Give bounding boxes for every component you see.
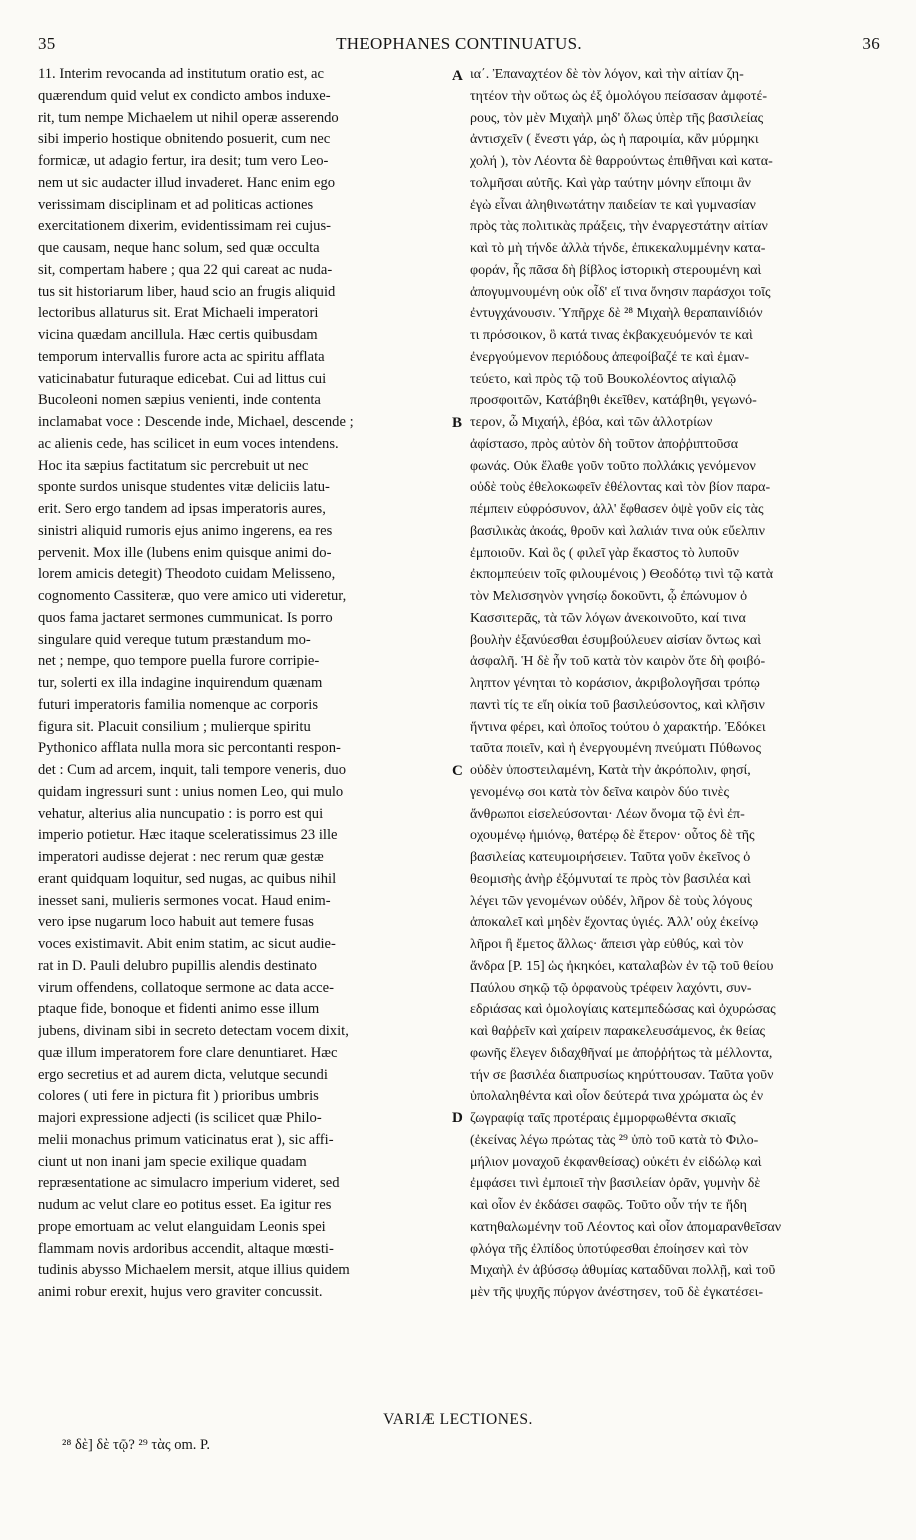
latin-text-line: inclamabat voce : Descende inde, Michael, descende ;: [38, 414, 354, 430]
variae-lectiones-heading: VARIÆ LECTIONES.: [383, 1411, 533, 1428]
greek-text-line: (ἐκείνας λέγω πρώτας τὰς ²⁹ ὑπὸ τοῦ κατὰ τὸ Φιλο-: [470, 1132, 759, 1148]
latin-text-line: sinistri aliquid rumoris ejus animo ingerens, ea res: [38, 522, 333, 539]
greek-text-line: Παύλου σηκῷ τῷ ὀρφανοὺς τρέφειν λαχόντι, συν-: [470, 980, 752, 996]
greek-text-line: προσφοιτῶν, Κατάβηθι ἐκεῖθεν, κατάβηθι, γεγωνό-: [470, 393, 757, 409]
greek-text-line: βασιλικὰς ἀκοάς, θροῦν καὶ λαλιάν τινα οὐκ εὔελπιν: [470, 523, 765, 539]
greek-text-line: ζωγραφίᾳ ταῖς προτέραις ἐμμορφωθέντα σκιαῖς: [470, 1111, 736, 1126]
greek-text-line: Μιχαὴλ ἐν ἀβύσσῳ ἀθυμίας καταδῦναι πολλῇ, καὶ τοῦ: [470, 1263, 776, 1279]
greek-text-line: γενομένῳ σοι κατὰ τὸν δεῖνα καιρὸν δύο τινὲς: [470, 784, 730, 800]
latin-text-line: verissimam disciplinam et ad politicas actiones: [38, 196, 314, 213]
greek-text-line: ταῦτα ποιεῖν, καὶ ἡ ἐνεργουμένη πνεύματι Πύθωνος: [470, 741, 762, 757]
latin-text-line: ac alienis cede, has scilicet in eum voces intendens.: [38, 435, 339, 452]
greek-text-line: λέγει τῶν γενομένων οὐδέν, λῆρον δὲ τοὺς λόγους: [470, 893, 753, 909]
margin-mark-d: D: [452, 1110, 463, 1126]
greek-text-line: λῆροι ἢ ἔμετος ἄλλως· ἄπεισι γὰρ εὐθύς, καὶ τὸν: [470, 937, 744, 952]
greek-text-line: ἐκπομπεύειν τοῖς φιλουμένοις ) Θεοδότῳ τινὶ τῷ κατὰ: [470, 567, 774, 583]
greek-text-line: εδριάσας καὶ ὁμολογίαις κατεμπεδώσας καὶ ὀχυρώσας: [470, 1002, 776, 1018]
latin-text-line: colores ( uti fere in pictura fit ) prioribus umbris: [38, 1088, 319, 1105]
latin-text-line: singulare quid vereque tutum præstandum mo-: [38, 631, 311, 648]
page-number-left: 35: [38, 34, 56, 53]
latin-text-line: erant quidquam loquitur, sed nugas, ac quibus nihil: [38, 870, 337, 887]
latin-text-line: repræsentatione ac simulacro imperium videret, sed: [38, 1175, 340, 1192]
latin-text-line: tus sit historiarum liber, haud scio an frugis aliquid: [38, 283, 336, 300]
greek-text-line: ἀποκαλεῖ καὶ μηδὲν ἔχοντας ὑγιές. Ἀλλ' οὐχ ἐκείνῳ: [470, 915, 759, 931]
greek-text-line: θεομισὴς ἀνὴρ ἐξόμνυταί τε πρὸς τὸν βασιλέα καὶ: [470, 871, 751, 887]
running-title: THEOPHANES CONTINUATUS.: [336, 34, 582, 53]
latin-text-line: majori expressione adjecti (is scilicet quæ Philo-: [38, 1110, 322, 1126]
greek-text-line: ὑπολαληθέντα καὶ οἷον δεύτερά τινα χρώματα ὡς ἐν: [470, 1089, 764, 1105]
latin-text-line: voces existimavit. Abit enim statim, ac sicut audie-: [38, 936, 336, 952]
greek-text-line: φωνάς. Οὐκ ἔλαθε γοῦν τοῦτο πολλάκις γενόμενον: [470, 458, 756, 474]
latin-text-line: animi robur erexit, hujus vero graviter concussit.: [38, 1284, 323, 1300]
latin-text-line: vehatur, alterius alia nuncupatio : is porro est qui: [38, 805, 324, 822]
latin-text-line: vero ipse nugarum loco habuit aut temere fusas: [38, 914, 314, 931]
latin-text-line: temporum intervallis furore acta ac spiritu afflata: [38, 348, 325, 365]
greek-text-line: βασιλείας κατευμοιρήσειεν. Ταῦτα γοῦν ἐκεῖνος ὁ: [470, 850, 751, 865]
greek-text-line: ἄνθρωποι εἰσελεύσονται· Λέων ὄνομα τῷ ἑνὶ ἐπ-: [470, 806, 745, 822]
page-number-right: 36: [862, 34, 880, 53]
latin-text-line: Hoc ita sæpius factitatum sic percrebuit ut nec: [38, 457, 309, 474]
greek-text-line: ια΄. Ἐπαναχτέον δὲ τὸν λόγον, καὶ τὴν αἰτίαν ζη-: [470, 67, 744, 82]
greek-text-line: τήν σε βασιλέα διαπρυσίως κηρύττουσαν. Ταῦτα γοῦν: [470, 1067, 774, 1083]
latin-text-line: imperatori audisse dejerat : nec rerum quæ gestæ: [38, 849, 324, 865]
latin-text-line: lectoribus allaturus sit. Erat Michaeli imperatori: [38, 305, 319, 322]
latin-text-line: rit, tum nempe Michaelem ut nihil operæ asserendo: [38, 109, 339, 126]
latin-text-line: tur, solerti ex illa indagine inquirendum quænam: [38, 675, 323, 691]
latin-text-line: quidam ingressuri sunt : unius nomen Leo, qui mulo: [38, 783, 344, 800]
greek-text-line: φλόγα τῆς ἐλπίδος ὑποτύφεσθαι ἐποίησεν καὶ τὸν: [470, 1241, 749, 1257]
latin-text-line: quæ illum imperatorem fore clare denuntiaret. Hæc: [38, 1044, 338, 1061]
greek-text-line: παντὶ τίς τε εἴη οἰκία τοῦ βασιλεύσοντος, καὶ κλῆσιν: [470, 697, 765, 713]
latin-text-line: quos fama jactaret sermones cummunicat. Is porro: [38, 609, 333, 626]
greek-text-line: ἐμποιοῦν. Καὶ ὃς ( φιλεῖ γὰρ ἕκαστος τὸ λυποῦν: [470, 545, 739, 561]
greek-text-line: ἐγὼ εἶναι ἀληθινωτάτην παιδείαν τε καὶ γυμνασίαν: [470, 197, 756, 213]
page-header: [38, 34, 880, 60]
greek-text-line: τολμῆσαι αὐτῆς. Καὶ γὰρ ταύτην μόνην εἴποιμι ἂν: [470, 175, 751, 191]
greek-text-line: ἥντινα φέρει, καὶ ὁποῖος τούτου ὁ χαρακτήρ. Ἐδόκει: [470, 719, 766, 735]
greek-text-line: τι πρόσοικον, ὃ κατά τινας ἐκβακχευόμενόν τε καὶ: [470, 328, 753, 343]
greek-text-line: φοράν, ἧς πᾶσα δὴ βίβλος ἱστορικὴ στερουμένη καὶ: [470, 262, 762, 278]
latin-text-line: ergo secretius et ad aurem dicta, velutque secundi: [38, 1066, 328, 1083]
greek-text-line: χολή ), τὸν Λέοντα δὲ θαρρούντως ἐπιθῆναι καὶ κατα-: [470, 154, 773, 169]
latin-text-line: vicina quædam ancillula. Hæc certis quibusdam: [38, 327, 318, 343]
greek-text-line: πέμπειν εὐφρόσυνον, ἀλλ' ἔφθασεν ὀψὲ γοῦν εἰς τὰς: [470, 502, 764, 517]
latin-text-line: inesset sani, mulieris sermones vocat. Haud enim-: [38, 892, 331, 909]
margin-mark-a: A: [452, 68, 463, 84]
latin-text-line: formicæ, ut adagio fertur, ira desit; tum vero Leo-: [38, 153, 329, 169]
greek-text-line: μήλιον μοναχοῦ ἐκφανθείσας) οὐκέτι ἐν εἰδώλῳ καὶ: [470, 1154, 762, 1170]
latin-text-line: net ; nempe, quo tempore puella furore corripie-: [38, 653, 320, 670]
latin-text-line: vaticinabatur futuraque edicebat. Cui ad littus cui: [38, 370, 327, 387]
greek-text-line: ἀπογυμνουμένη οὐκ οἶδ' εἴ τινα ὄνησιν παράσχοι τοῖς: [470, 284, 771, 300]
latin-text-line: nudum ac velut clare eo potitus esset. Ea igitur res: [38, 1197, 332, 1213]
latin-text-line: erit. Sero ergo tandem ad ipsas imperatoris aures,: [38, 501, 326, 517]
latin-text-line: figura sit. Placuit consilium ; mulierque spiritu: [38, 718, 311, 735]
greek-text-line: ρους, τὸν μὲν Μιχαὴλ μηδ' ὅλως ὑπὲρ τῆς βασιλείας: [470, 110, 764, 126]
latin-text-line: quærendum quid velut ex condicto ambos induxe-: [38, 87, 331, 104]
greek-text-line: πρὸς τὰς πολιτικὰς πράξεις, τὴν ἐναργεστάτην αἰτίαν: [470, 219, 768, 235]
greek-text-line: τητέον τὴν οὕτως ὡς ἐξ ὁμολόγου πείσασαν ἀμφοτέ-: [470, 88, 768, 104]
latin-text-line: nem ut sic audacter illud invaderet. Hanc enim ego: [38, 174, 336, 191]
margin-mark-c: C: [452, 763, 463, 779]
greek-text-line: οχουμένῳ ἡμιόνῳ, θατέρῳ δὲ ἕτερον· οὗτος δὲ τῆς: [470, 828, 755, 844]
greek-text-line: καὶ τὸ μὴ τήνδε ἀλλὰ τήνδε, ἐπικεκαλυμμένην κατα-: [470, 241, 766, 256]
latin-text-line: ciunt ut non inani jam specie exilique quadam: [38, 1153, 307, 1170]
latin-text-line: sponte surdos unisque studentes vitæ deliciis latu-: [38, 479, 330, 496]
greek-text-line: ἐμφάσει τινὶ ἐμποιεῖ τὴν βασιλείαν ὁρᾶν, γυμνὴν δὲ: [470, 1176, 761, 1192]
latin-text-line: Pythonico afflata nulla mora sic percontanti respon-: [38, 740, 341, 757]
latin-text-line: sit, compertam habere ; qua 22 qui careat ac nuda-: [38, 261, 333, 278]
latin-text-line: virum offendens, collatoque sermone ac data acce-: [38, 979, 334, 996]
latin-text-line: 11. Interim revocanda ad institutum oratio est, ac: [38, 66, 324, 82]
latin-text-line: det : Cum ad arcem, inquit, tali tempore veneris, duo: [38, 762, 347, 778]
latin-text-line: rat in D. Pauli delubro pupillis alendis destinato: [38, 957, 317, 974]
greek-text-line: οὐδὲν ὑποστειλαμένη, Κατὰ τὴν ἀκρόπολιν, φησί,: [470, 763, 751, 778]
greek-text-line: οὐδὲ τοὺς ἐθελοκωφεῖν ἐθέλοντας καὶ τὸν βίον παρα-: [470, 480, 771, 496]
greek-text-line: βουλὴν ἐξανύεσθαι ἐσυμβούλευεν αἰσίαν ὄντως καὶ: [470, 632, 761, 648]
greek-text-line: ἐνεργούμενον περιόδους ἀπεφοίβαζέ τε καὶ ἐμαν-: [470, 349, 750, 365]
latin-text-line: cognomento Cassiteræ, quo vere amico uti videretur,: [38, 588, 347, 604]
greek-text-line: τερον, ὦ Μιχαήλ, ἐβόα, καὶ τῶν ἀλλοτρίων: [470, 415, 713, 430]
greek-text-line: ἐντυγχάνουσιν. Ὑπῆρχε δὲ ²⁸ Μιχαὴλ θεραπαινίδιόν: [470, 306, 763, 322]
greek-column: [470, 64, 880, 1304]
greek-text-line: μὲν τῆς ψυχῆς πύργον ἀνέστησεν, τοῦ δὲ ἐγκατέσει-: [470, 1285, 764, 1300]
latin-text-line: lorem amicis detegit) Theodoto cuidam Melisseno,: [38, 566, 336, 583]
greek-text-line: ἀσφαλῆ. Ἡ δὲ ἦν τοῦ κατὰ τὸν καιρὸν ὅτε δὴ φοιβό-: [470, 654, 766, 670]
greek-text-line: ληπτον γένηται τὸ κοράσιον, ἀκριβολογῆσαι τρόπῳ: [470, 676, 760, 691]
latin-text-line: pervenit. Mox ille (lubens enim quisque animi do-: [38, 544, 332, 561]
greek-text-line: φωνῆς ἔλεγεν διδαχθῆναί με ἀποῤῥήτως τὰ μέλλοντα,: [470, 1045, 773, 1061]
greek-text-line: ἀφίστασο, πρὸς αὐτὸν δὴ τοῦτον ἀποῤῥιπτοῦσα: [470, 436, 739, 452]
latin-text-line: exercitationem dixerim, evidentissimam rei cujus-: [38, 218, 332, 235]
greek-text-line: ἄνδρα [P. 15] ὡς ἠκηκόει, καταλαβὼν ἐν τῷ τοῦ θείου: [470, 958, 774, 974]
latin-text-line: flammam novis ardoribus accendit, altaque mœsti-: [38, 1240, 334, 1257]
latin-text-line: sibi imperio hostique obnitendo posuerit, cum nec: [38, 131, 331, 148]
latin-text-line: prope emortuam ac velut elanguidam Leonis spei: [38, 1218, 326, 1235]
latin-text-line: que causam, neque hanc solum, sed quæ occulta: [38, 240, 320, 256]
latin-text-line: Bucoleoni nomen sæpius venienti, inde contenta: [38, 392, 321, 409]
latin-text-line: ptaque fide, bonoque et fidenti animo esse illum: [38, 1001, 320, 1018]
latin-text-line: jubens, divinam sibi in secreto detectam vocem dixit,: [38, 1023, 349, 1039]
greek-text-line: ἀντισχεῖν ( ἔνεστι γάρ, ὡς ἡ παροιμία, κἂν μύρμηκι: [470, 132, 759, 148]
latin-text-line: melii monachus primum vaticinatus erat ), sic affi-: [38, 1131, 334, 1148]
greek-text-line: Κασσιτερᾶς, τὰ τῶν λόγων ἀνεκοινοῦτο, καί τινα: [470, 610, 746, 626]
greek-text-line: τὸν Μελισσηνὸν γνησίῳ δοκοῦντι, ᾧ ἐπώνυμον ὁ: [470, 589, 748, 604]
latin-text-line: imperio potietur. Hæc itaque sceleratissimus 23 ille: [38, 827, 338, 844]
greek-text-line: καὶ θαῤῥεῖν καὶ χαίρειν παρακελευσάμενος, ἐκ θείας: [470, 1024, 766, 1039]
latin-text-line: futuri imperatoris familia nomenque ac corporis: [38, 696, 319, 713]
latin-text-line: tudinis abysso Michaelem mersit, atque illius quidem: [38, 1262, 350, 1279]
footnote: ²⁸ δὲ] δὲ τῷ? ²⁹ τὰς om. P.: [62, 1437, 211, 1453]
margin-mark-b: B: [452, 415, 463, 431]
greek-text-line: τεύετο, καὶ πρὸς τῷ τοῦ Βουκολέοντος αἰγιαλῷ: [470, 371, 737, 387]
latin-column: [38, 64, 446, 1304]
greek-text-line: κατηθαλωμένην τοῦ Λέοντος καὶ οἷον ἀπομαρανθεῖσαν: [470, 1219, 782, 1235]
greek-text-line: καὶ οἷον ἐν ἐκδάσει σαφῶς. Τοῦτο οὖν τήν τε ἤδη: [470, 1198, 747, 1213]
